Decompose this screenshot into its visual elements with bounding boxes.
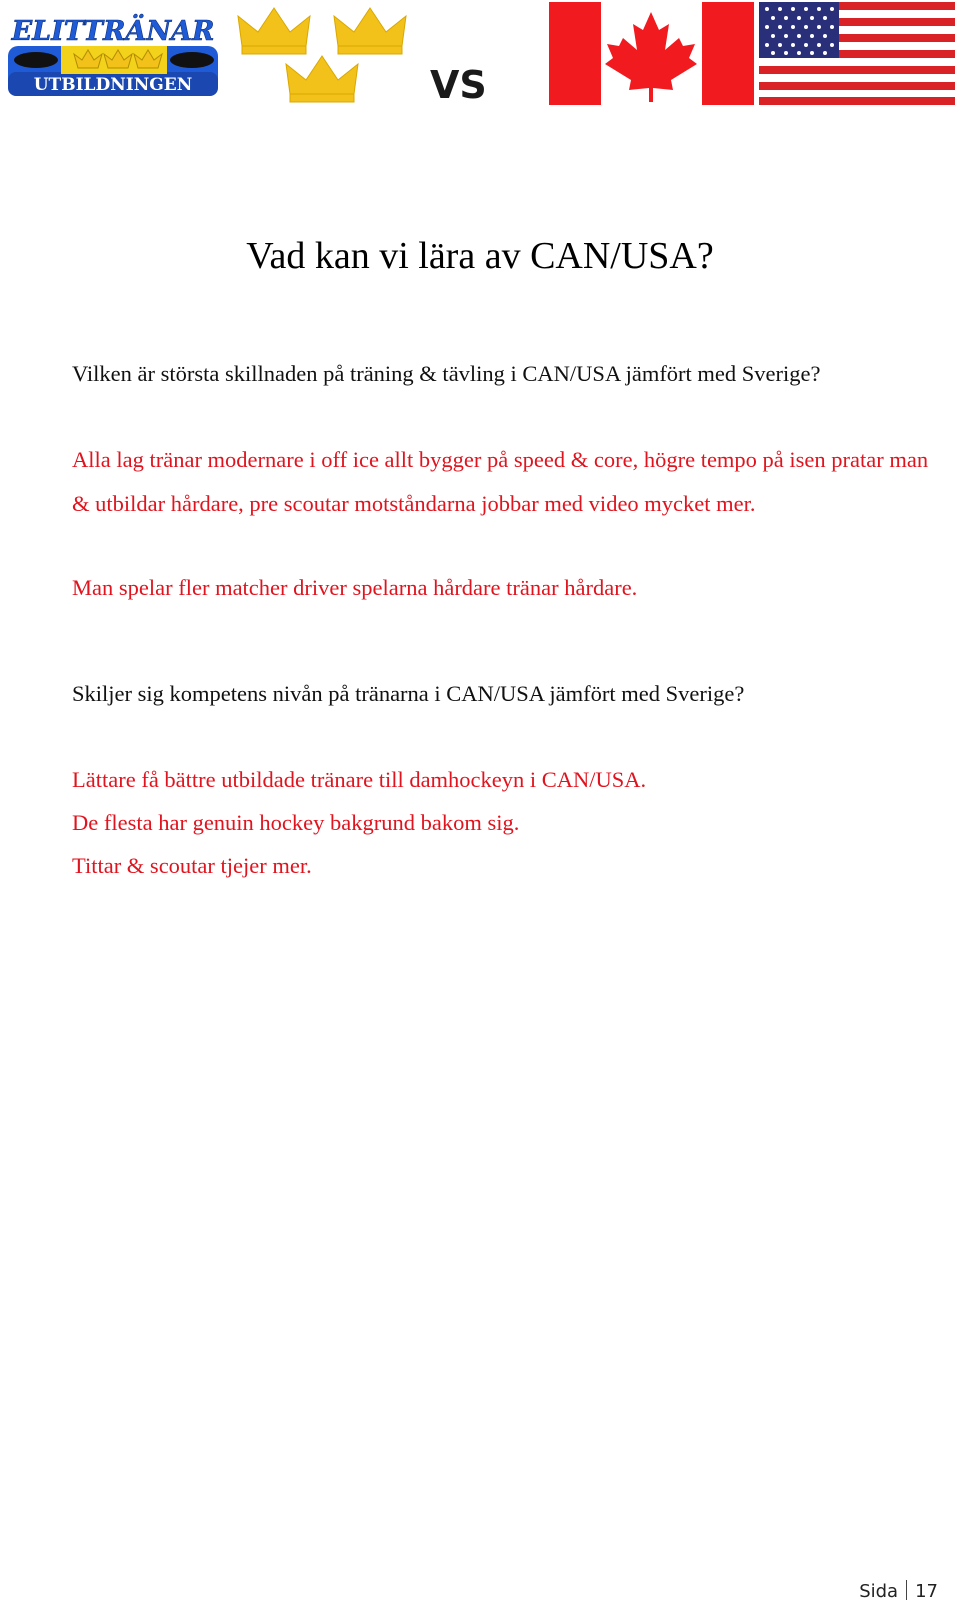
canada-flag — [549, 2, 754, 105]
three-crowns-emblem — [236, 2, 421, 106]
answer-2-line: De flesta har genuin hockey bakgrund bakom sig. — [72, 810, 520, 835]
logo-text-bottom: UTBILDNINGEN — [33, 75, 193, 95]
versus-label: VS — [430, 63, 487, 107]
page-footer — [859, 1580, 938, 1602]
elittranar-logo — [6, 6, 220, 98]
question-1: Vilken är största skillnaden på träning & tävling i CAN/USA jämfört med Sverige? — [72, 361, 821, 386]
page-header — [0, 0, 960, 115]
usa-flag — [759, 2, 955, 105]
crown-icon-group — [236, 2, 421, 106]
answer-1-paragraph: Alla lag tränar modernare i off ice allt bygger på speed & core, högre tempo på isen pratar man & utbildar hårdare, pre scoutar motståndarna jobbar med video mycket mer. — [72, 447, 929, 516]
maple-leaf-flag-icon — [549, 2, 754, 105]
logo-graphic — [6, 6, 220, 98]
answer-2-line: Tittar & scoutar tjejer mer. — [72, 853, 312, 878]
page-label: Sida — [859, 1581, 899, 1602]
stars-and-stripes-flag-icon — [759, 2, 955, 105]
page-title: Vad kan vi lära av CAN/USA? — [246, 235, 714, 277]
answer-1-paragraph: Man spelar fler matcher driver spelarna hårdare tränar hårdare. — [72, 575, 638, 600]
footer-divider — [906, 1580, 907, 1600]
question-2: Skiljer sig kompetens nivån på tränarna i CAN/USA jämfört med Sverige? — [72, 681, 745, 706]
answer-2-line: Lättare få bättre utbildade tränare till damhockeyn i CAN/USA. — [72, 767, 647, 792]
logo-text-top: ELITTRÄNAR — [11, 16, 215, 47]
page-number: 17 — [915, 1581, 938, 1602]
